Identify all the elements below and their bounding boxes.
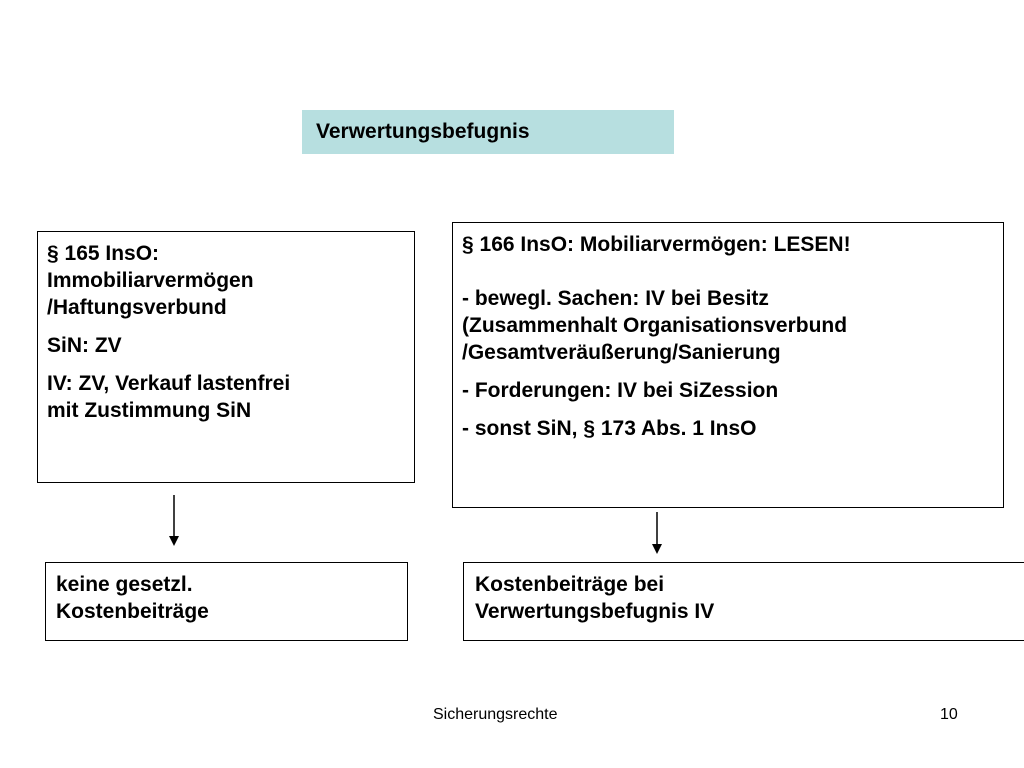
box-166-line: (Zusammenhalt Organisationsverbund (462, 314, 848, 337)
box-165-line: Immobiliarvermögen (47, 269, 254, 292)
box-165-line: SiN: ZV (47, 334, 122, 357)
box-section-165 (37, 231, 415, 483)
arrow-right-down-icon (651, 512, 663, 555)
box-166-line: § 166 InsO: Mobiliarvermögen: LESEN! (462, 233, 851, 256)
result-right-line: Verwertungsbefugnis IV (475, 600, 715, 623)
box-166-line: - Forderungen: IV bei SiZession (462, 379, 779, 402)
result-left-line: Kostenbeiträge (56, 600, 209, 623)
box-166-line: /Gesamtveräußerung/Sanierung (462, 341, 781, 364)
footer-page-number: 10 (940, 706, 958, 723)
box-166-line: - sonst SiN, § 173 Abs. 1 InsO (462, 417, 757, 440)
footer-title: Sicherungsrechte (433, 706, 558, 723)
box-165-line: /Haftungsverbund (47, 296, 227, 319)
diagram-title: Verwertungsbefugnis (302, 110, 674, 154)
box-166-line: - bewegl. Sachen: IV bei Besitz (462, 287, 769, 310)
box-result-left (45, 562, 408, 641)
result-left-line: keine gesetzl. (56, 573, 193, 596)
box-165-line: § 165 InsO: (47, 242, 160, 265)
box-165-line: IV: ZV, Verkauf lastenfrei (47, 372, 291, 395)
box-result-right (463, 562, 1024, 641)
box-section-166 (452, 222, 1004, 508)
box-165-line: mit Zustimmung SiN (47, 399, 252, 422)
result-right-line: Kostenbeiträge bei (475, 573, 665, 596)
arrow-left-down-icon (168, 495, 180, 547)
